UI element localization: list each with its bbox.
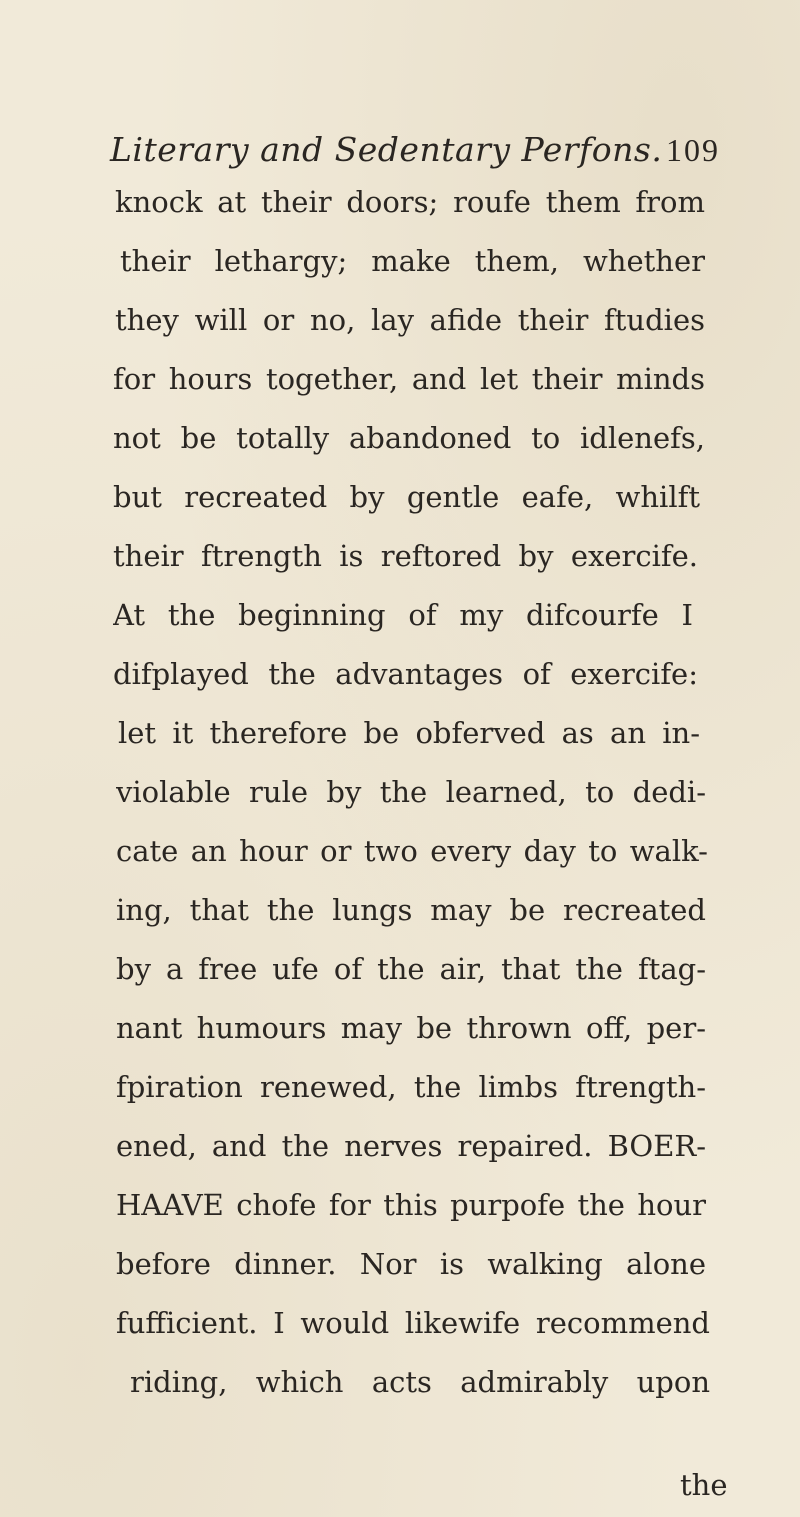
running-title: Literary and Sedentary Perfons. xyxy=(110,130,663,169)
page-header xyxy=(110,130,720,190)
catchword: the xyxy=(680,1468,728,1502)
text-line: cate an hour or two every day to walk- xyxy=(116,834,708,868)
text-line: they will or no, lay afide their ftudies xyxy=(115,303,705,337)
text-line: let it therefore be obferved as an in- xyxy=(118,716,700,750)
text-line: HAAVE chofe for this purpofe the hour xyxy=(116,1188,706,1222)
text-line: fufficient. I would likewife recommend xyxy=(116,1306,710,1340)
text-line: not be totally abandoned to idlenefs, xyxy=(113,421,705,455)
text-line: but recreated by gentle eafe, whilft xyxy=(113,480,700,514)
text-line: fpiration renewed, the limbs ftrength- xyxy=(116,1070,706,1104)
text-line: before dinner. Nor is walking alone xyxy=(116,1247,706,1281)
page-number: 109 xyxy=(666,132,720,168)
text-line: knock at their doors; roufe them from xyxy=(115,185,705,219)
text-line: for hours together, and let their minds xyxy=(113,362,705,396)
text-line: ing, that the lungs may be recreated xyxy=(116,893,706,927)
text-line: violable rule by the learned, to dedi- xyxy=(116,775,706,809)
text-line: ened, and the nerves repaired. BOER- xyxy=(116,1129,706,1163)
text-line: by a free ufe of the air, that the ftag- xyxy=(116,952,706,986)
text-line: At the beginning of my difcourfe I xyxy=(113,598,693,632)
text-line: their lethargy; make them, whether xyxy=(120,244,705,278)
text-line: nant humours may be thrown off, per- xyxy=(116,1011,706,1045)
text-line: their ftrength is reftored by exercife. xyxy=(113,539,698,573)
text-line: difplayed the advantages of exercife: xyxy=(113,657,698,691)
text-line: riding, which acts admirably upon xyxy=(130,1365,710,1399)
